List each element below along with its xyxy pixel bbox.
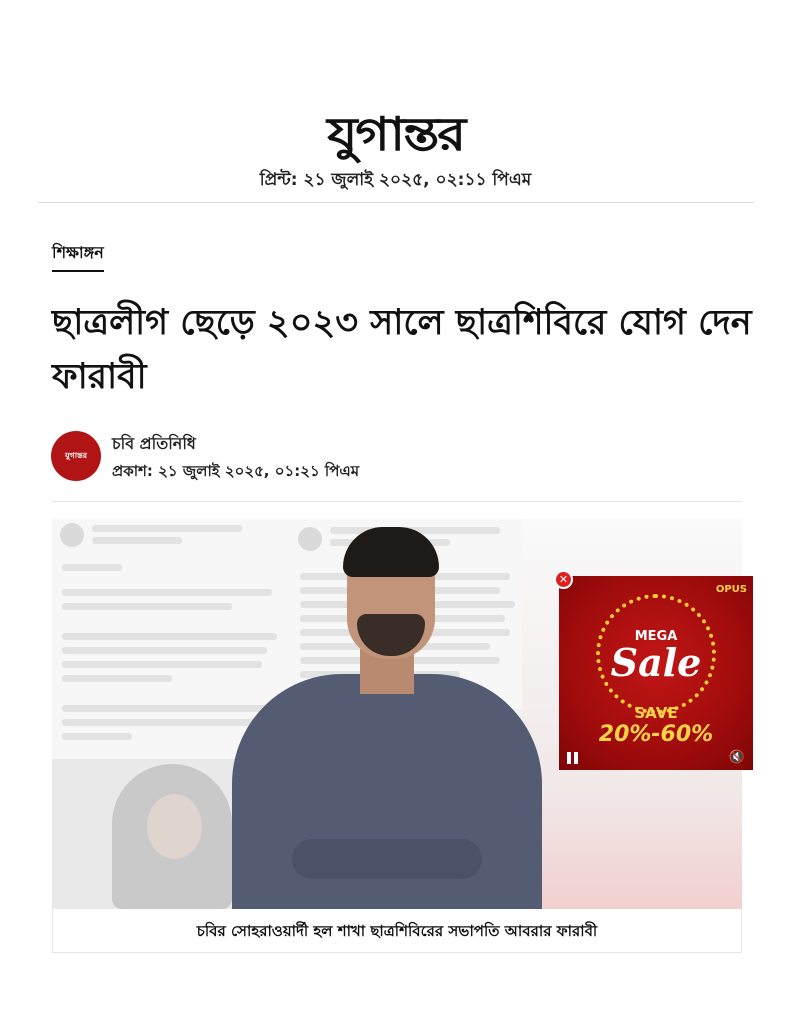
author-avatar-label: যুগান্তর	[64, 450, 88, 460]
header-divider	[38, 202, 754, 203]
background-person-face	[147, 794, 202, 859]
publish-timestamp: প্রকাশ: ২১ জুলাই ২০২৫, ০১:২১ পিএম	[112, 462, 360, 480]
ad-discount: 20%-60%	[598, 722, 714, 747]
ad-brand-logo: OPUS	[715, 584, 747, 595]
ad-mega-label: MEGA	[634, 629, 678, 644]
fb-avatar-icon	[298, 527, 322, 551]
author-name: চবি প্রতিনিধি	[112, 434, 196, 453]
subject-arms	[292, 839, 482, 879]
ad-sale-label: Sale	[610, 640, 702, 685]
byline-divider	[52, 501, 742, 502]
image-caption: চবির সোহরাওয়ার্দী হল শাখা ছাত্রশিবিরের সভাপতি আবরার ফারাবী	[52, 909, 742, 953]
print-timestamp: প্রিন্ট: ২১ জুলাই ২০২৫, ০২:১১ পিএম	[259, 170, 532, 190]
category-link[interactable]: শিক্ষাঙ্গন	[52, 240, 104, 272]
masthead	[0, 100, 791, 176]
pause-icon[interactable]	[567, 752, 579, 764]
article-headline: ছাত্রলীগ ছেড়ে ২০২৩ সালে ছাত্রশিবিরে যোগ দেন ফারাবী	[52, 303, 752, 397]
fb-avatar-icon	[60, 523, 84, 547]
author-avatar	[51, 431, 101, 481]
ad-save-label: SAVE	[634, 704, 678, 722]
close-icon[interactable]: ✕	[554, 570, 573, 589]
site-logo[interactable]: যুগান্তর	[327, 107, 464, 161]
ad-banner[interactable]	[559, 576, 753, 770]
mute-icon[interactable]: 🔇	[728, 750, 745, 765]
